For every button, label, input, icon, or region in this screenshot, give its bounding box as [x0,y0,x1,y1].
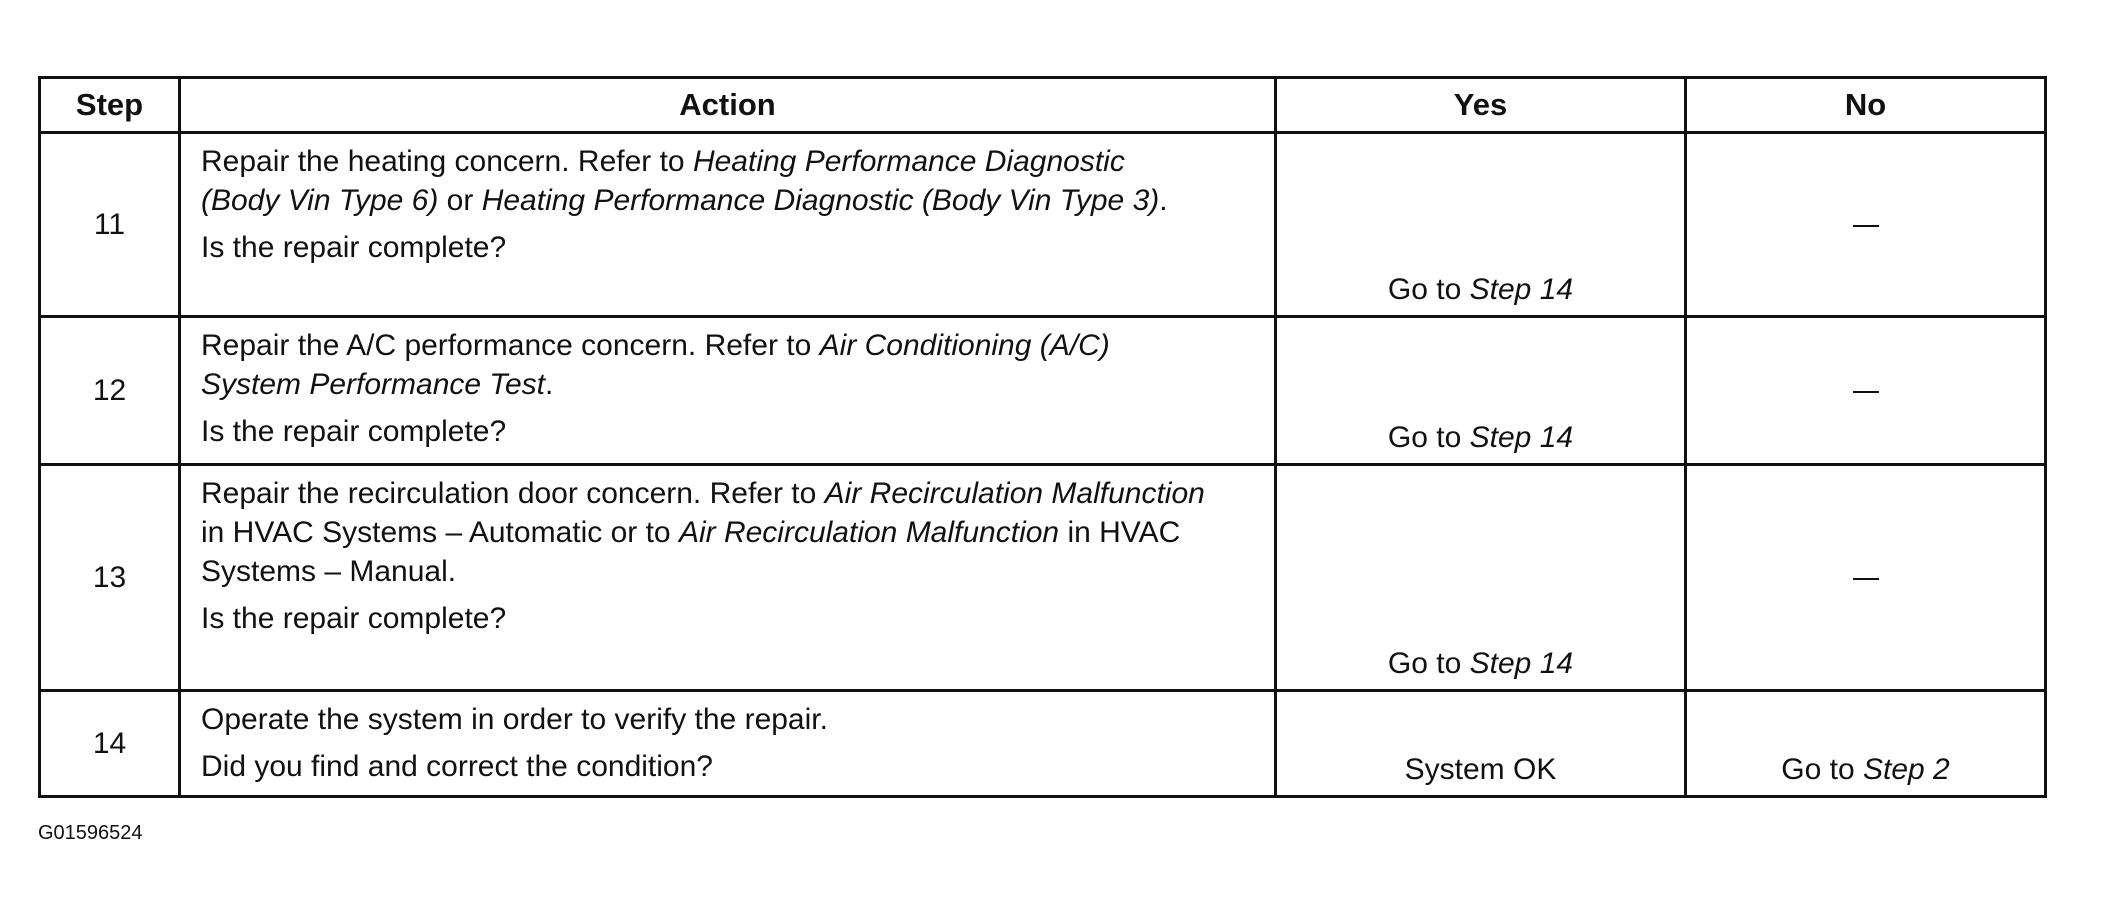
header-action: Action [180,78,1276,133]
procedure-reference: Heating Performance Diagnostic (Body Vin Type 6) [201,145,1125,217]
step-number: 14 [40,691,180,797]
step-number: 13 [40,465,180,691]
header-yes: Yes [1276,78,1686,133]
no-step-reference: Step 2 [1862,753,1950,786]
action-cell [180,133,1276,317]
action-question: Is the repair complete? [201,415,507,448]
action-text-part: in HVAC Systems – Automatic or to [201,516,679,549]
action-cell [180,317,1276,465]
step-number: 12 [40,317,180,465]
yes-step-reference: Step 14 [1469,421,1574,454]
action-text [201,142,1211,220]
action-text-part: in HVAC Systems – Manual. [201,516,1181,588]
yes-cell [1276,133,1686,317]
yes-prefix: Go to [1387,421,1470,454]
table-row [40,317,2046,465]
procedure-reference: Air Recirculation Malfunction [824,477,1205,510]
procedure-reference: Air Recirculation Malfunction [678,516,1060,549]
action-text: Operate the system in order to verify the repair. [201,703,828,736]
action-question: Is the repair complete? [201,602,507,635]
table-row [40,465,2046,691]
table-row [40,691,2046,797]
procedure-reference: Heating Performance Diagnostic (Body Vin Type 3) [481,184,1160,217]
yes-step-reference: Step 14 [1469,273,1574,306]
no-dash [1853,225,1879,227]
table-header-row [40,78,2046,133]
no-cell [1686,691,2046,797]
yes-result: System OK [1404,753,1557,786]
yes-prefix: Go to [1387,273,1470,306]
action-text-part: . [545,368,554,401]
no-dash [1853,578,1879,580]
procedure-reference: Air Conditioning (A/C) System Performance Test [201,329,1110,401]
action-text [201,326,1211,404]
action-text-part: Repair the recirculation door concern. Refer to [201,477,825,510]
yes-cell [1276,465,1686,691]
action-question: Did you find and correct the condition? [201,750,713,783]
action-text-part: Repair the A/C performance concern. Refer to [201,329,820,362]
yes-prefix: Go to [1387,647,1470,680]
action-text-part: . [1159,184,1168,217]
action-text-part: or [438,184,482,217]
table-row [40,133,2046,317]
action-cell [180,465,1276,691]
action-cell [180,691,1276,797]
diagnostic-table [38,76,2047,798]
action-text-part: Repair the heating concern. Refer to [201,145,693,178]
yes-cell [1276,317,1686,465]
action-question: Is the repair complete? [201,231,507,264]
header-step: Step [40,78,180,133]
figure-id: G01596524 [38,822,143,844]
yes-step-reference: Step 14 [1469,647,1574,680]
header-no: No [1686,78,2046,133]
no-dash [1853,391,1879,393]
no-cell [1686,317,2046,465]
no-cell [1686,133,2046,317]
step-number: 11 [40,133,180,317]
action-text [201,474,1231,591]
no-cell [1686,465,2046,691]
yes-cell [1276,691,1686,797]
no-prefix: Go to [1781,753,1863,786]
